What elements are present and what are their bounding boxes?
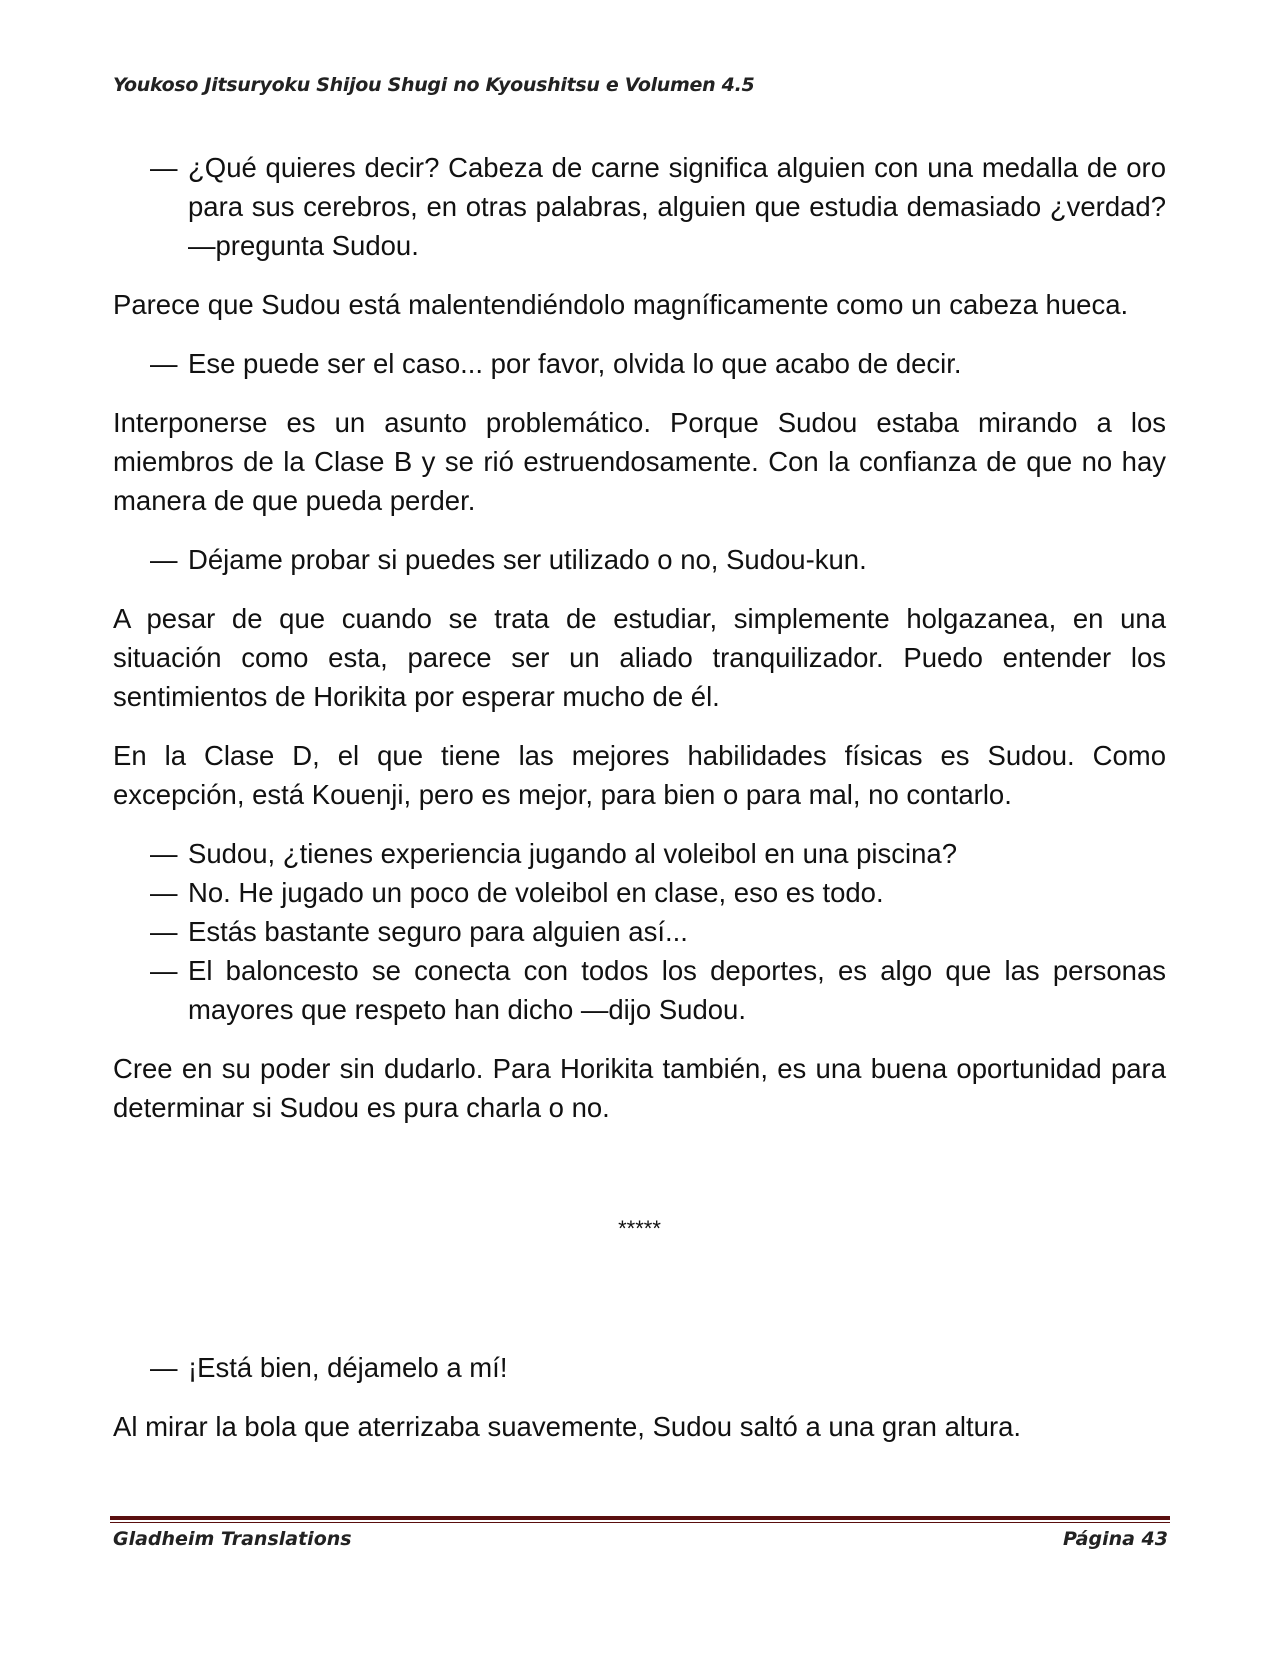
dialogue-text: Ese puede ser el caso... por favor, olvida lo que acabo de decir. — [188, 348, 962, 379]
dialogue-line — [113, 951, 1166, 1029]
footer-rule — [110, 1516, 1170, 1520]
dialogue-group — [113, 834, 1166, 1029]
paragraph: Cree en su poder sin dudarlo. Para Horikita también, es una buena oportunidad para determinar si Sudou es pura charla o no. — [113, 1053, 1166, 1123]
dialogue-line — [113, 912, 1166, 951]
scene-separator: ***** — [618, 1216, 661, 1241]
dialogue-dash: — — [150, 348, 178, 379]
dialogue-line — [113, 148, 1166, 265]
paragraph: Interponerse es un asunto problemático. Porque Sudou estaba mirando a los miembros de la Clase B y se rió estruendosamente. Con la confianza de que no hay manera de que pueda perder. — [113, 407, 1166, 516]
page-number: Página 43 — [1062, 1528, 1168, 1550]
paragraph: En la Clase D, el que tiene las mejores habilidades físicas es Sudou. Como excepción, está Kouenji, pero es mejor, para bien o para mal, no contarlo. — [113, 740, 1166, 810]
dialogue-text: ¿Qué quieres decir? Cabeza de carne significa alguien con una medalla de oro para sus cerebros, en otras palabras, alguien que estudia demasiado ¿verdad? —pregunta Sudou. — [188, 152, 1166, 261]
dialogue-line — [113, 344, 1166, 383]
paragraph: Parece que Sudou está malentendiéndolo magníficamente como un cabeza hueca. — [113, 289, 1129, 320]
dialogue-dash: — — [150, 916, 178, 947]
dialogue-line — [113, 873, 1166, 912]
dialogue-dash: — — [150, 955, 178, 986]
dialogue-text: Sudou, ¿tienes experiencia jugando al voleibol en una piscina? — [188, 838, 958, 869]
dialogue-dash: — — [150, 544, 178, 575]
footer-translator: Gladheim Translations — [113, 1528, 352, 1550]
dialogue-line — [113, 834, 1166, 873]
paragraph: A pesar de que cuando se trata de estudiar, simplemente holgazanea, en una situación como esta, parece ser un aliado tranquilizador. Puedo entender los sentimientos de Horikita por esperar mucho de él. — [113, 603, 1166, 712]
dialogue-text: Déjame probar si puedes ser utilizado o no, Sudou-kun. — [188, 544, 867, 575]
footer-rule-thin — [110, 1522, 1170, 1523]
dialogue-dash: — — [150, 152, 178, 183]
dialogue-text: Estás bastante seguro para alguien así... — [188, 916, 688, 947]
dialogue-dash: — — [150, 1352, 178, 1383]
dialogue-dash: — — [150, 877, 178, 908]
page-body — [113, 148, 1166, 1466]
dialogue-text: No. He jugado un poco de voleibol en clase, eso es todo. — [188, 877, 884, 908]
dialogue-text: ¡Está bien, déjamelo a mí! — [188, 1352, 508, 1383]
dialogue-dash: — — [150, 838, 178, 869]
dialogue-text: El baloncesto se conecta con todos los deportes, es algo que las personas mayores que respeto han dicho —dijo Sudou. — [188, 955, 1166, 1025]
dialogue-line — [113, 540, 1166, 579]
dialogue-line — [113, 1348, 1166, 1387]
running-header: Youkoso Jitsuryoku Shijou Shugi no Kyoushitsu e Volumen 4.5 — [113, 74, 755, 96]
paragraph: Al mirar la bola que aterrizaba suavemente, Sudou saltó a una gran altura. — [113, 1411, 1022, 1442]
